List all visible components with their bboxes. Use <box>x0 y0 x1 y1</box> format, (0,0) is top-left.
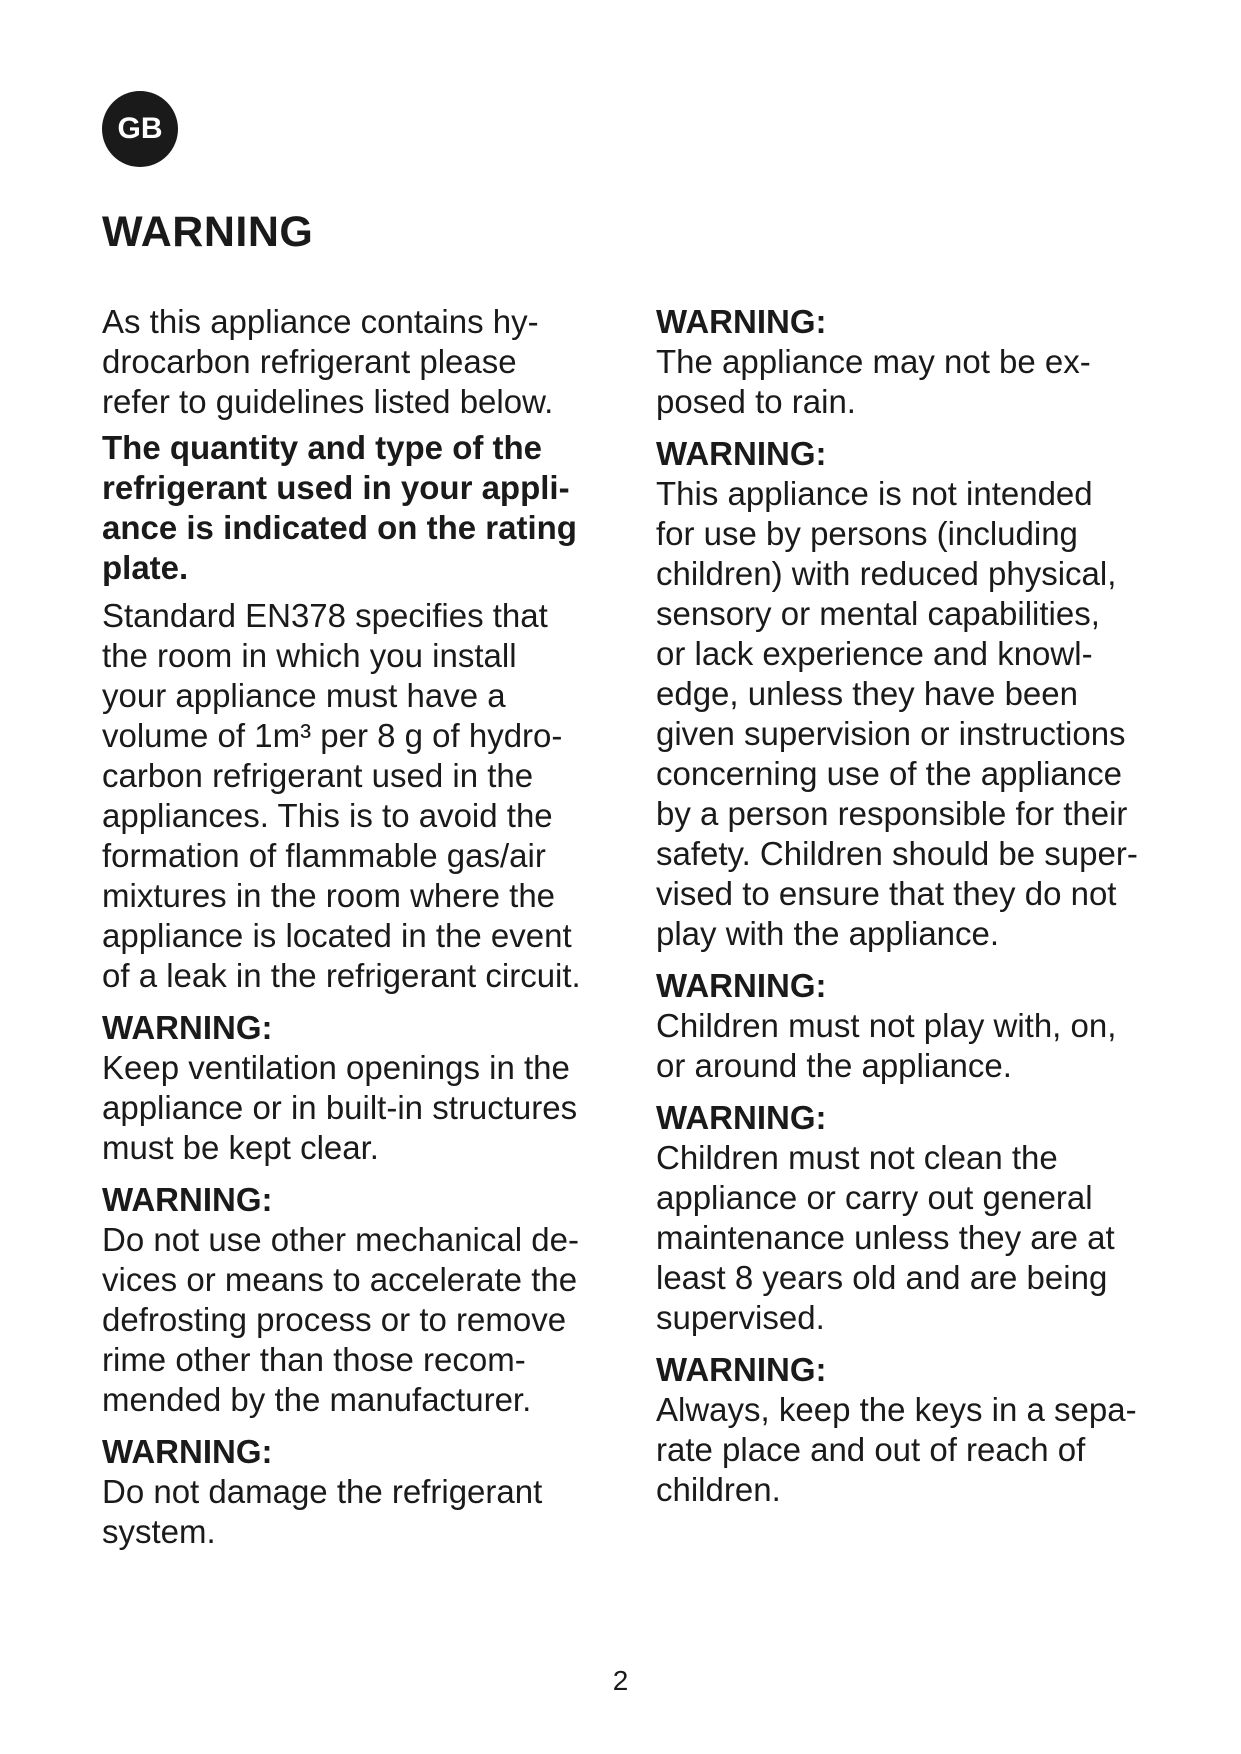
warning-text: Do not damage the refrigerant system. <box>102 1473 543 1550</box>
warning-block <box>102 1008 602 1168</box>
warning-text: The appliance may not be ex- posed to rain. <box>656 343 1091 420</box>
warning-text: Always, keep the keys in a sepa- rate place and out of reach of children. <box>656 1391 1137 1508</box>
country-badge: GB <box>102 91 178 167</box>
warning-text: Children must not play with, on, or around the appliance. <box>656 1007 1117 1084</box>
page-number: 2 <box>612 1665 629 1696</box>
warning-block <box>656 302 1156 422</box>
warning-text: Children must not clean the appliance or carry out general maintenance unless they are at least 8 years old and are being supervised. <box>656 1139 1115 1336</box>
warning-block <box>656 1350 1156 1510</box>
left-column <box>102 302 602 1564</box>
warning-text: Keep ventilation openings in the appliance or in built-in structures must be kept clear. <box>102 1049 578 1166</box>
warning-heading: WARNING: <box>656 1351 827 1388</box>
warning-heading: WARNING: <box>102 1009 273 1046</box>
warning-text: Do not use other mechanical de- vices or means to accelerate the defrosting process or to remove rime other than those recom- mended by the manufacturer. <box>102 1221 579 1418</box>
warning-heading: WARNING: <box>656 1099 827 1136</box>
warning-heading: WARNING: <box>102 1181 273 1218</box>
warning-heading: WARNING: <box>102 1433 273 1470</box>
intro-paragraph: As this appliance contains hy- drocarbon refrigerant please refer to guidelines listed below. <box>102 303 554 420</box>
warning-block <box>656 434 1156 954</box>
right-column <box>656 302 1156 1522</box>
standard-paragraph: Standard EN378 specifies that the room in which you install your appliance must have a volume of 1m³ per 8 g of hydro- carbon refrigerant used in the appliances. This is to avoid the formation of flammable gas/air mixtures in the room where the appliance is located in the event of a leak in the refrigerant circuit. <box>102 597 581 994</box>
warning-heading: WARNING: <box>656 435 827 472</box>
warning-block <box>102 1432 602 1552</box>
warning-text: This appliance is not intended for use by persons (including children) with reduced physical, sensory or mental capabilities, or lack experience and knowl- edge, unless they have been given supervision or instructions concerning use of the appliance by a person responsible for their safety. Children should be super- vised to ensure that they do not play with the appliance. <box>656 475 1138 952</box>
warning-heading: WARNING: <box>656 967 827 1004</box>
warning-block <box>656 966 1156 1086</box>
warning-block <box>656 1098 1156 1338</box>
warning-heading: WARNING: <box>656 303 827 340</box>
page-title: WARNING <box>102 208 314 256</box>
rating-plate-note: The quantity and type of the refrigerant used in your appli- ance is indicated on the rating plate. <box>102 429 577 586</box>
warning-block <box>102 1180 602 1420</box>
